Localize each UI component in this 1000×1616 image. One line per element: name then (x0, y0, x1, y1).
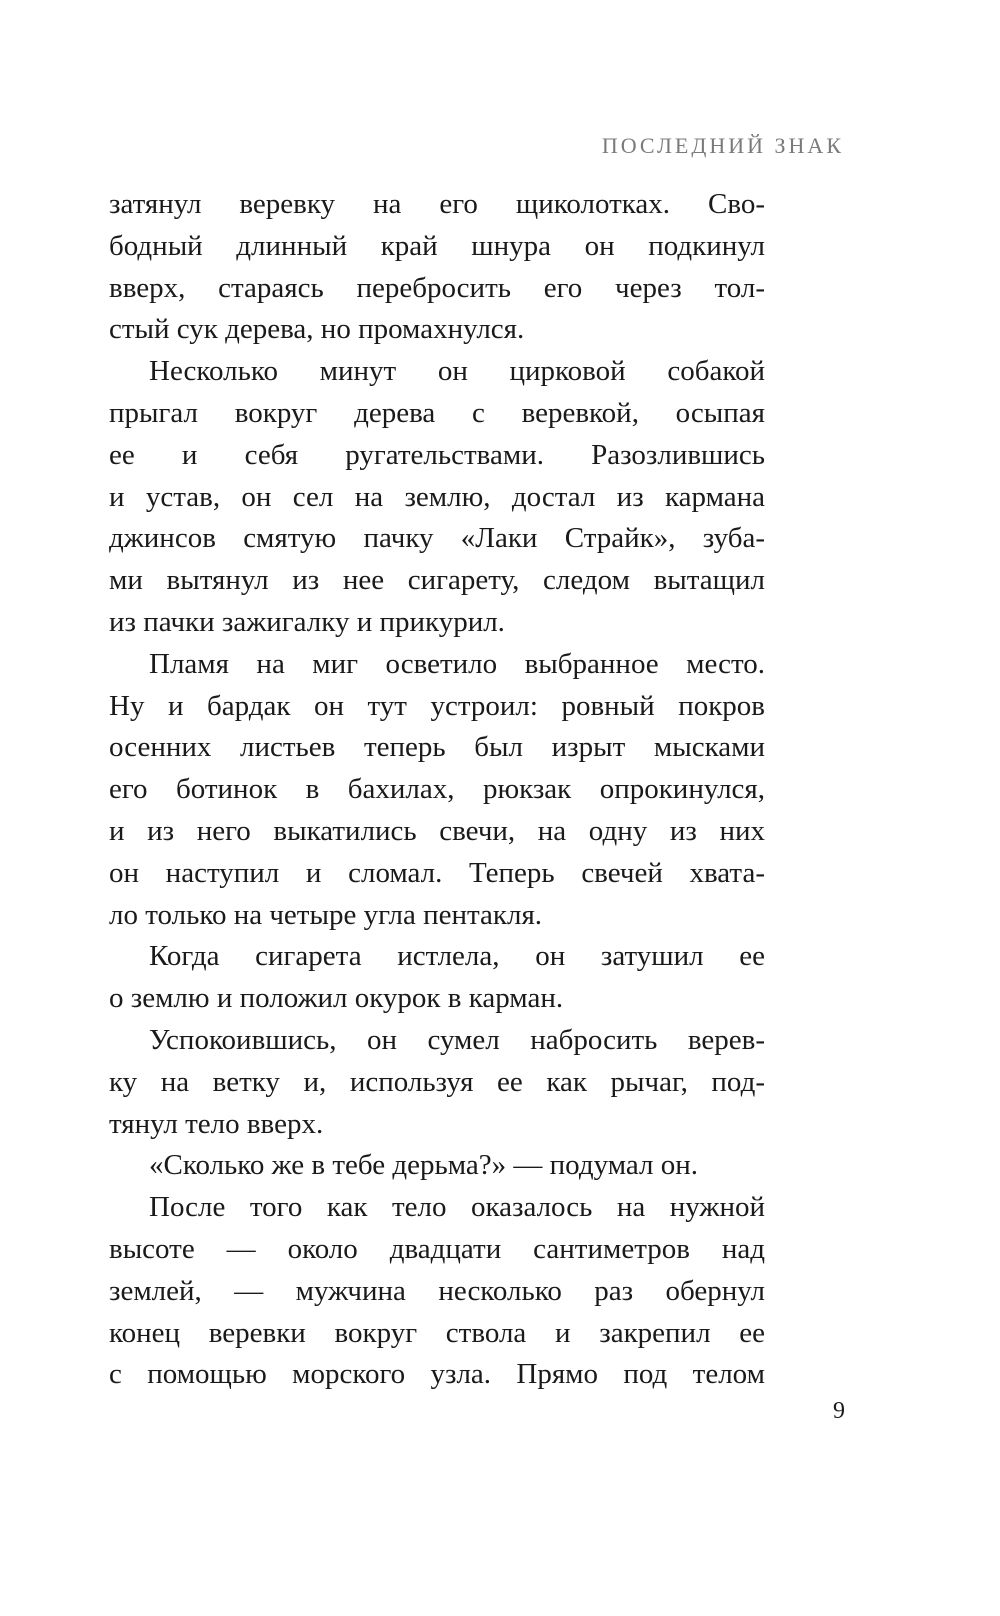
paragraph (109, 1020, 765, 1145)
text-line: тянул тело вверх. (109, 1107, 324, 1140)
text-line: бодный длинный край шнура он подкинул (109, 229, 765, 262)
paragraph (109, 184, 765, 351)
text-line: вверх, стараясь перебросить его через тол- (109, 271, 765, 304)
running-head: ПОСЛЕДНИЙ ЗНАК (601, 133, 844, 158)
text-line: джинсов смятую пачку «Лаки Страйк», зуба- (109, 522, 765, 555)
text-line: и устав, он сел на землю, достал из кармана (109, 480, 765, 513)
text-line: стый сук дерева, но промахнулся. (109, 313, 525, 346)
text-line: ее и себя ругательствами. Разозлившись (109, 438, 765, 471)
text-line: с помощью морского узла. Прямо под телом (109, 1358, 765, 1391)
text-line: о землю и положил окурок в карман. (109, 982, 564, 1015)
paragraph (109, 936, 765, 1020)
text-line: Пламя на миг осветило выбранное место. (149, 647, 765, 680)
paragraph (109, 1187, 765, 1396)
text-line: конец веревки вокруг ствола и закрепил ее (109, 1316, 765, 1349)
page-number: 9 (833, 1398, 845, 1424)
text-line: высоте — около двадцати сантиметров над (109, 1232, 765, 1265)
text-line: землей, — мужчина несколько раз обернул (109, 1274, 765, 1307)
paragraph (109, 1145, 765, 1187)
text-line: и из него выкатились свечи, на одну из них (109, 814, 765, 847)
text-line: затянул веревку на его щиколотках. Сво- (109, 188, 765, 220)
text-line: его ботинок в бахилах, рюкзак опрокинулся, (109, 773, 765, 806)
text-line: прыгал вокруг дерева с веревкой, осыпая (109, 396, 765, 429)
text-line: Несколько минут он цирковой собакой (149, 355, 765, 388)
paragraph (109, 351, 765, 644)
text-line: он наступил и сломал. Теперь свечей хвата- (109, 856, 765, 889)
text-line: ло только на четыре угла пентакля. (109, 898, 543, 931)
text-line: «Сколько же в тебе дерьма?» — подумал он. (149, 1149, 698, 1182)
text-line: ми вытянул из нее сигарету, следом вытащил (109, 564, 765, 597)
text-line: из пачки зажигалку и прикурил. (109, 605, 505, 638)
text-line: Успокоившись, он сумел набросить верев- (149, 1023, 765, 1056)
paragraph (109, 644, 765, 937)
text-line: осенних листьев теперь был изрыт мысками (109, 731, 765, 764)
body-text (109, 184, 765, 1396)
text-line: Ну и бардак он тут устроил: ровный покров (109, 689, 765, 722)
text-line: После того как тело оказалось на нужной (149, 1191, 765, 1224)
text-line: Когда сигарета истлела, он затушил ее (149, 940, 765, 973)
text-line: ку на ветку и, используя ее как рычаг, под- (109, 1065, 765, 1098)
